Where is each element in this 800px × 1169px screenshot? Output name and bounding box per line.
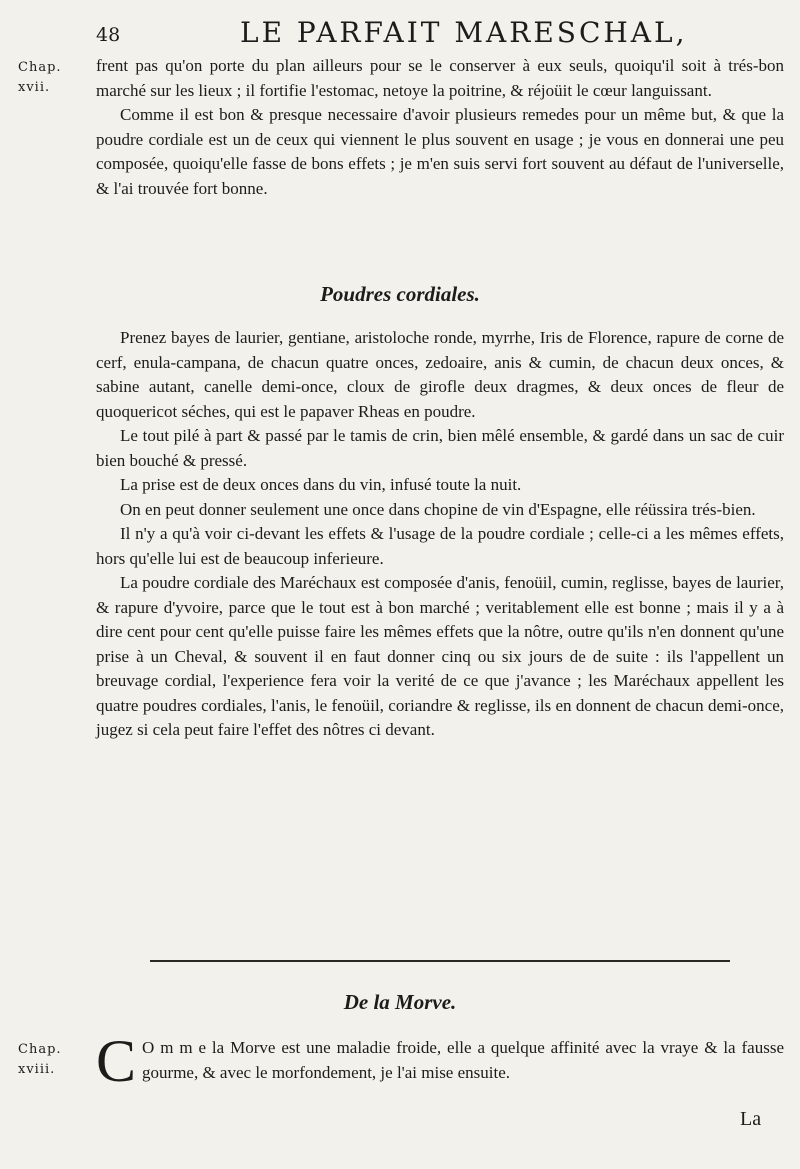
poudres-paragraph-1: Prenez bayes de laurier, gentiane, aristoloche ronde, myrrhe, Iris de Florence, rapure de corne de cerf, enula-campana, de chacun quatre onces, zedoaire, anis & cumin, de chacun deux onces, & sabine autant, canelle demi-once, cloux de girofle deux dragmes, & deux onces de fleur de quoquericot séches, qui est le papaver Rheas en poudre.	[96, 328, 784, 421]
margin-note-chap-label: Chap.	[18, 1042, 62, 1057]
poudres-paragraph-5: Il n'y a qu'à voir ci-devant les effets & l'usage de la poudre cordiale ; celle-ci a les mêmes effets, hors qu'elle lui est de beaucoup inferieure.	[96, 524, 784, 568]
poudres-paragraph-4: On en peut donner seulement une once dans chopine de vin d'Espagne, elle réüssira trés-bien.	[120, 499, 756, 519]
margin-note-chapter-top	[18, 58, 62, 98]
catchword: La	[740, 1108, 762, 1130]
poudres-paragraph-3: La prise est de deux onces dans du vin, infusé toute la nuit.	[120, 475, 522, 494]
section-divider	[150, 960, 730, 962]
poudres-paragraph-6: La poudre cordiale des Maréchaux est composée d'anis, fenoüil, cumin, reglisse, bayes de laurier, & rapure d'yvoire, parce que le tout est à bon marché ; veritablement elle est bonne ; mais il y a à dire cent pour cent qu'elle puisse faire les mêmes effets que la nôtre, outre qu'ils n'en donnent qu'une prise à un Cheval, & souvent il en faut donner cinq ou six jours de de suite : ils l'appellent un breuvage cordial, l'experience fera voir la verité de ce que j'avance ; les Maréchaux appellent les quatre poudres cordiales, l'anis, le fenoüil, coriandre & reglisse, ils en donnent de chacun demi-once, jugez si cela peut faire l'effet des nôtres ci devant.	[96, 573, 784, 739]
intro-text	[96, 54, 784, 201]
margin-note-chapter-bottom	[18, 1040, 62, 1080]
page-header	[0, 14, 800, 54]
margin-note-chap-number: xvii.	[18, 80, 51, 95]
section-poudres-text	[96, 326, 784, 743]
poudres-paragraph-2: Le tout pilé à part & passé par le tamis de crin, bien mêlé ensemble, & gardé dans un sac de cuir bien bouché & pressé.	[96, 426, 784, 470]
page-number: 48	[96, 24, 121, 46]
drop-cap: C	[96, 1028, 137, 1094]
morve-paragraph-1: O m m e la Morve est une maladie froide, elle a quelque affinité avec la vraye & la fausse gourme, & avec le morfondement, je l'ai mise ensuite.	[142, 1038, 784, 1082]
intro-paragraph-2: Comme il est bon & presque necessaire d'avoir plusieurs remedes pour un même but, & que la poudre cordiale est un de ceux qui viennent le plus souvent en usage ; je vous en donnerai une peu composée, quoiqu'elle fasse de bons effets ; je m'en suis servi fort souvent au défaut de l'universelle, & l'ai trouvée fort bonne.	[96, 105, 784, 198]
section-title-poudres: Poudres cordiales.	[320, 282, 480, 306]
section-morve-text	[96, 1028, 784, 1094]
intro-paragraph-1: frent pas qu'on porte du plan ailleurs pour se le conserver à eux seuls, quoiqu'il soit à trés-bon marché sur les lieux ; il fortifie l'estomac, netoye la poitrine, & réjoüit le cœur languissant.	[96, 56, 784, 100]
margin-note-chap-number: xviii.	[18, 1062, 56, 1077]
running-title: LE PARFAIT MARESCHAL,	[240, 16, 688, 49]
margin-note-chap-label: Chap.	[18, 60, 62, 75]
section-title-morve: De la Morve.	[343, 990, 457, 1014]
